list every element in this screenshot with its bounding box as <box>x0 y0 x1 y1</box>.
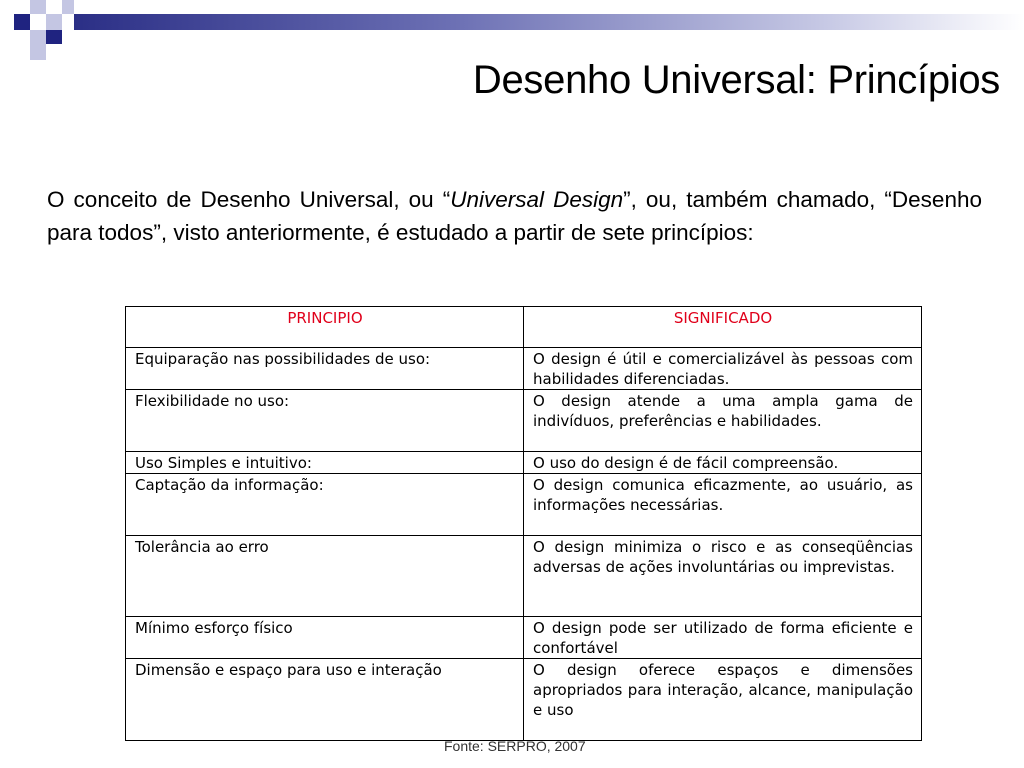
table-row <box>126 474 922 536</box>
meaning-cell: O uso do design é de fácil compreensão. <box>524 452 922 474</box>
header-principio: PRINCIPIO <box>126 307 524 348</box>
principle-cell: Tolerância ao erro <box>126 536 524 617</box>
principle-cell: Mínimo esforço físico <box>126 617 524 659</box>
intro-text-start: O conceito de Desenho Universal, ou “ <box>47 187 451 212</box>
decorative-square <box>46 14 62 30</box>
intro-text-end: ”, ou, também chamado, “Desenho para todos”, visto anteriormente, é estudado a partir de sete princípios: <box>47 187 982 245</box>
table-row <box>126 390 922 452</box>
intro-emphasis: Universal Design <box>450 187 624 212</box>
slide-title: Desenho Universal: Princípios <box>472 58 1000 102</box>
meaning-cell: O design é útil e comercializável às pessoas com habilidades diferenciadas. <box>524 348 922 390</box>
decorative-square <box>30 0 46 14</box>
table-row <box>126 348 922 390</box>
decorative-header-bar <box>0 0 1024 48</box>
meaning-cell: O design oferece espaços e dimensões apropriados para interação, alcance, manipulação e uso <box>524 659 922 741</box>
table-row <box>126 452 922 474</box>
table-row <box>126 536 922 617</box>
principle-cell: Equiparação nas possibilidades de uso: <box>126 348 524 390</box>
decorative-square <box>46 30 62 44</box>
source-caption: Fonte: SERPRO, 2007 <box>444 738 586 754</box>
principle-cell: Dimensão e espaço para uso e interação <box>126 659 524 741</box>
decorative-square <box>30 30 46 46</box>
principles-table <box>125 306 922 741</box>
principle-cell: Captação da informação: <box>126 474 524 536</box>
table-header-row <box>126 307 922 348</box>
meaning-cell: O design atende a uma ampla gama de indivíduos, preferências e habilidades. <box>524 390 922 452</box>
table-row <box>126 659 922 741</box>
header-gradient-strip <box>74 14 1024 30</box>
meaning-cell: O design minimiza o risco e as conseqüências adversas de ações involuntárias ou imprevistas. <box>524 536 922 617</box>
decorative-square <box>30 46 46 60</box>
meaning-cell: O design pode ser utilizado de forma eficiente e confortável <box>524 617 922 659</box>
header-significado: SIGNIFICADO <box>524 307 922 348</box>
principle-cell: Uso Simples e intuitivo: <box>126 452 524 474</box>
intro-paragraph <box>47 183 982 249</box>
principle-cell: Flexibilidade no uso: <box>126 390 524 452</box>
table-row <box>126 617 922 659</box>
meaning-cell: O design comunica eficazmente, ao usuário, as informações necessárias. <box>524 474 922 536</box>
decorative-square <box>62 0 74 14</box>
decorative-square <box>14 14 30 30</box>
